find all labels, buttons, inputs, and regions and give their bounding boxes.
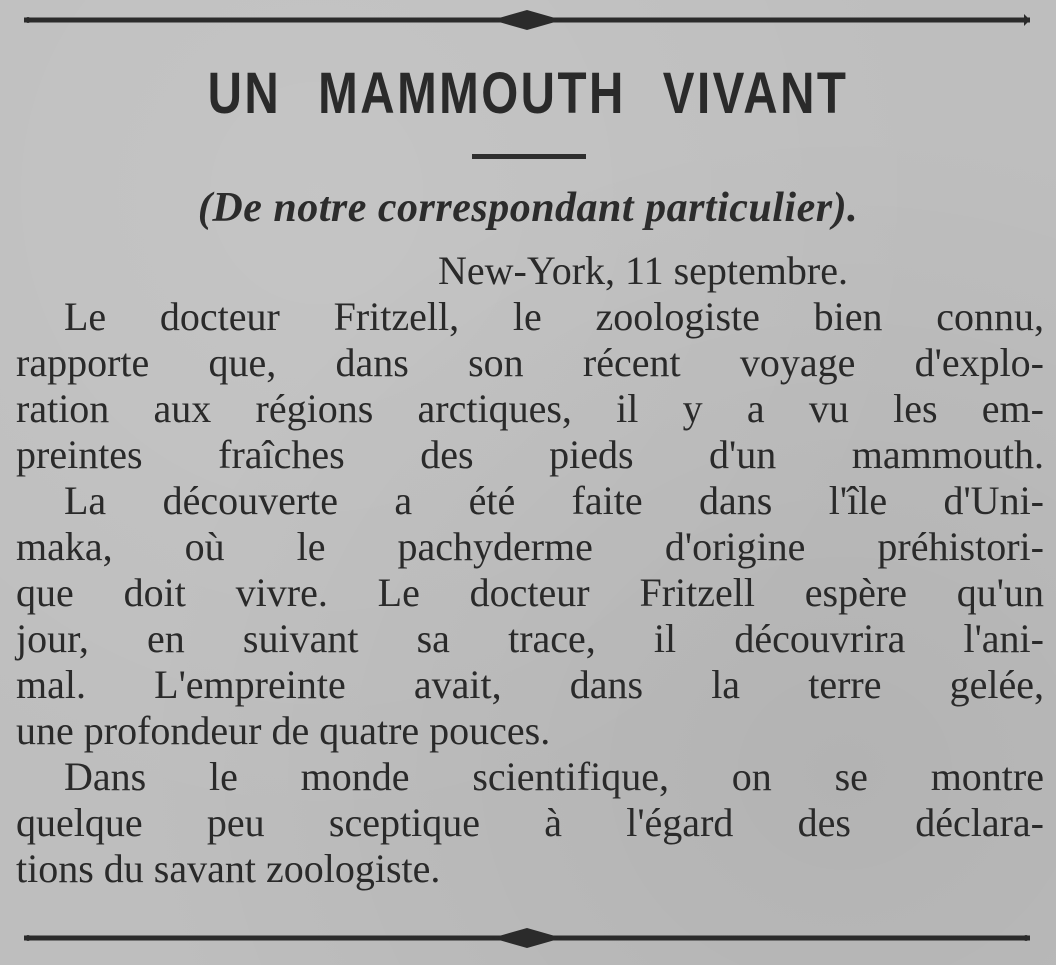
body-line: preintes fraîches des pieds d'un mammouth.	[16, 432, 1044, 477]
article-body	[16, 294, 1044, 892]
body-line: tions du savant zoologiste.	[16, 846, 441, 891]
body-line: jour, en suivant sa trace, il découvrira l'ani-	[16, 616, 1044, 661]
bottom-ornamental-rule	[22, 924, 1032, 954]
headline-underline	[472, 154, 586, 159]
body-line: que doit vivre. Le docteur Fritzell espère qu'un	[16, 570, 1044, 615]
dateline: New-York, 11 septembre.	[438, 248, 848, 293]
body-line: une profondeur de quatre pouces.	[16, 708, 551, 753]
body-line: Dans le monde scientifique, on se montre	[64, 754, 1044, 799]
headline: UN MAMMOUTH VIVANT	[207, 61, 849, 126]
body-line: rapporte que, dans son récent voyage d'explo-	[16, 340, 1044, 385]
body-line: mal. L'empreinte avait, dans la terre gelée,	[16, 662, 1044, 707]
body-line: La découverte a été faite dans l'île d'Uni-	[64, 478, 1044, 523]
body-line: quelque peu sceptique à l'égard des déclara-	[16, 800, 1044, 845]
body-line: maka, où le pachyderme d'origine préhistori-	[16, 524, 1044, 569]
body-line: ration aux régions arctiques, il y a vu les em-	[16, 386, 1044, 431]
byline: (De notre correspondant particulier).	[197, 185, 859, 231]
body-line: Le docteur Fritzell, le zoologiste bien connu,	[64, 294, 1044, 339]
top-ornamental-rule	[22, 6, 1032, 36]
